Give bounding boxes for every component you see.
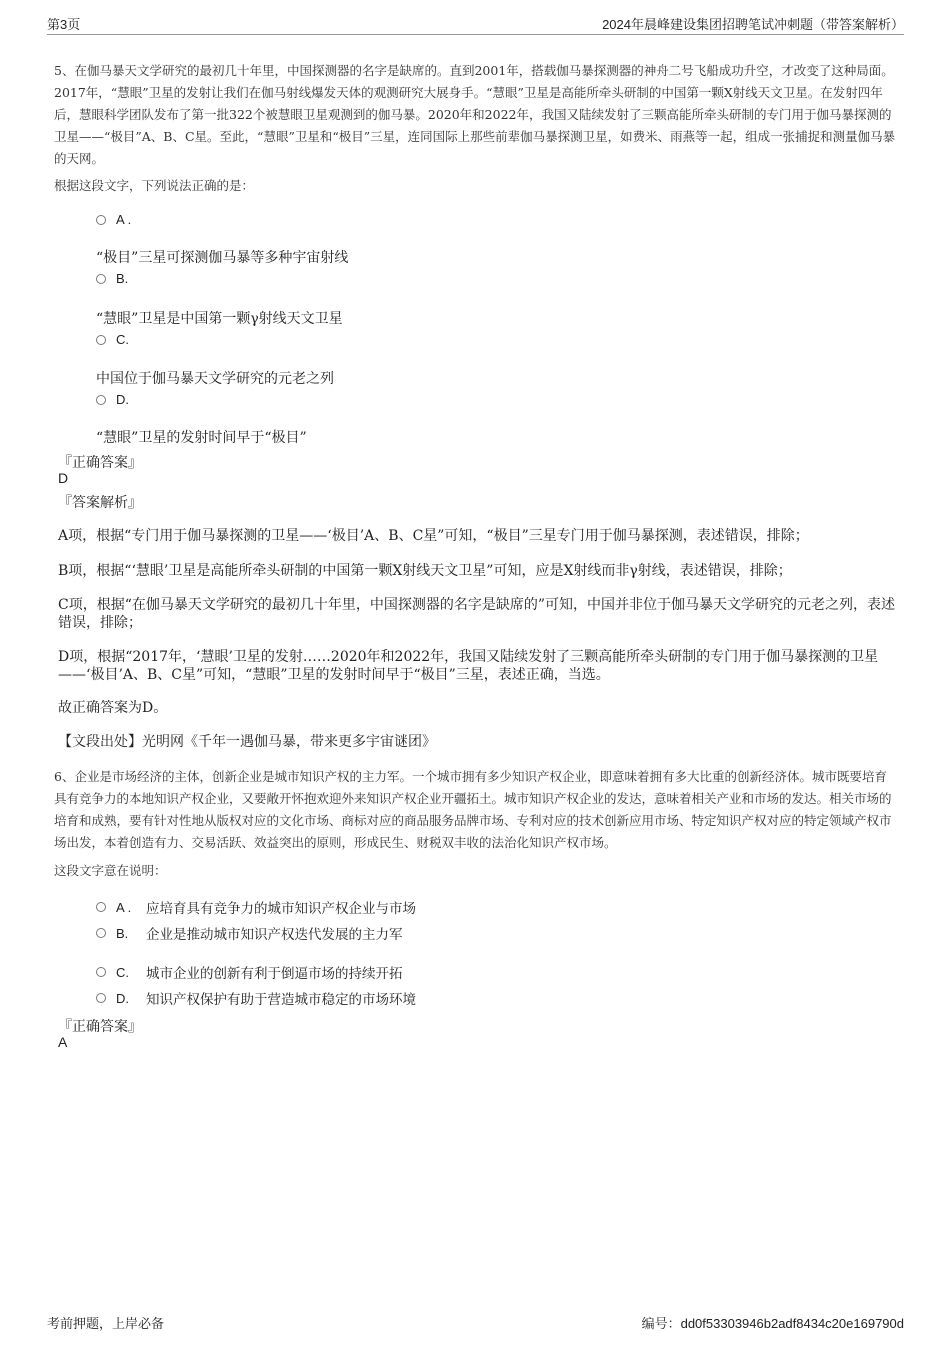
question-5-option-c[interactable] bbox=[96, 332, 129, 347]
radio-icon[interactable] bbox=[96, 274, 106, 284]
question-5-answer-label: 『正确答案』 bbox=[58, 455, 142, 471]
page-footer bbox=[47, 1313, 904, 1333]
question-5-option-a[interactable] bbox=[96, 212, 131, 227]
radio-icon[interactable] bbox=[96, 395, 106, 405]
question-5-option-d-text: “慧眼”卫星的发射时间早于“极目” bbox=[96, 430, 307, 446]
option-text: 企业是推动城市知识产权迭代发展的主力军 bbox=[146, 927, 403, 943]
option-text: 知识产权保护有助于营造城市稳定的市场环境 bbox=[146, 992, 416, 1008]
option-letter: B. bbox=[116, 271, 129, 286]
question-6-answer-label: 『正确答案』 bbox=[58, 1019, 142, 1035]
question-6-option-c[interactable] bbox=[96, 962, 403, 982]
page-number: 第3页 bbox=[47, 17, 81, 32]
question-5-option-a-text: “极目”三星可探测伽马暴等多种宇宙射线 bbox=[96, 250, 349, 266]
radio-icon[interactable] bbox=[96, 902, 106, 912]
question-5-analysis-c: C项，根据“在伽马暴天文学研究的最初几十年里，中国探测器的名字是缺席的”可知，中国并非位于伽马暴天文学研究的元老之列，表述错误，排除； bbox=[58, 597, 896, 631]
page-header bbox=[47, 14, 904, 35]
question-5-answer: D bbox=[58, 470, 69, 486]
question-5-analysis-label: 『答案解析』 bbox=[58, 495, 142, 511]
radio-icon[interactable] bbox=[96, 928, 106, 938]
option-letter: A . bbox=[116, 212, 132, 227]
question-5-conclusion: 故正确答案为D。 bbox=[58, 700, 168, 716]
radio-icon[interactable] bbox=[96, 967, 106, 977]
option-letter: C. bbox=[116, 964, 129, 980]
question-6-option-d[interactable] bbox=[96, 988, 416, 1008]
question-5-source: 【文段出处】光明网《千年一遇伽马暴，带来更多宇宙谜团》 bbox=[58, 734, 436, 750]
option-letter: A . bbox=[116, 899, 132, 915]
radio-icon[interactable] bbox=[96, 215, 106, 225]
document-title: 2024年晨峰建设集团招聘笔试冲刺题（带答案解析） bbox=[602, 17, 904, 32]
footer-slogan: 考前押题，上岸必备 bbox=[47, 1316, 165, 1331]
radio-icon[interactable] bbox=[96, 335, 106, 345]
question-6-stem: 6、企业是市场经济的主体，创新企业是城市知识产权的主力军。一个城市拥有多少知识产权企业，即意味着拥有多大比重的创新经济体。城市既要培育具有竞争力的本地知识产权企业，又要敞开怀抱欢迎外来知识产权企业开疆拓土。城市知识产权企业的发达，意味着相关产业和市场的发达。相关市场的培育和成熟，要有针对性地从版权对应的文化市场、商标对应的商品服务品牌市场、专利对应的技术创新应用市场、特定知识产权对应的特定领域产权市场出发，本着创造有力、交易活跃、效益突出的原则，形成民生、财税双丰收的法治化知识产权市场。 bbox=[54, 769, 892, 850]
question-6-option-a[interactable] bbox=[96, 897, 416, 917]
document-code: 编号：dd0f53303946b2adf8434c20e169790d bbox=[641, 1316, 904, 1331]
question-6-prompt: 这段文字意在说明： bbox=[54, 863, 167, 878]
question-5-option-c-text: 中国位于伽马暴天文学研究的元老之列 bbox=[96, 371, 334, 387]
option-letter: C. bbox=[116, 332, 129, 347]
question-5-analysis-a: A项，根据“专门用于伽马暴探测的卫星——‘极目’A、B、C星”可知，“极目”三星专门用于伽马暴探测，表述错误，排除； bbox=[58, 528, 809, 544]
question-5-analysis-b: B项，根据“‘慧眼’卫星是高能所牵头研制的中国第一颗X射线天文卫星”可知，应是X射线而非γ射线，表述错误，排除； bbox=[58, 563, 792, 579]
option-text: 应培育具有竞争力的城市知识产权企业与市场 bbox=[146, 901, 416, 917]
question-5-stem: 5、在伽马暴天文学研究的最初几十年里，中国探测器的名字是缺席的。直到2001年，搭载伽马暴探测器的神舟二号飞船成功升空，才改变了这种局面。2017年，“慧眼”卫星的发射让我们在伽马射线爆发天体的观测研究大展身手。“慧眼”卫星是高能所牵头研制的中国第一颗X射线天文卫星。在发射四年后，慧眼科学团队发布了第一批322个被慧眼卫星观测到的伽马暴。2020年和2022年，我国又陆续发射了三颗高能所牵头研制的专门用于伽马暴探测的卫星——“极目”A、B、C星。至此，“慧眼”卫星和“极目”三星，连同国际上那些前辈伽马暴探测卫星，如费米、雨燕等一起，组成一张捕捉和测量伽马暴的天网。 bbox=[54, 63, 896, 166]
option-text: 城市企业的创新有利于倒逼市场的持续开拓 bbox=[146, 966, 403, 982]
question-5-option-b[interactable] bbox=[96, 271, 128, 286]
question-5-option-d[interactable] bbox=[96, 392, 129, 407]
option-letter: B. bbox=[116, 925, 129, 941]
question-5-analysis-d: D项，根据“2017年，‘慧眼’卫星的发射……2020年和2022年，我国又陆续发射了三颗高能所牵头研制的专门用于伽马暴探测的卫星——‘极目’A、B、C星”可知，“慧眼”卫星的发射时间早于“极目”三星，表述正确，当选。 bbox=[58, 649, 879, 683]
question-5-prompt: 根据这段文字，下列说法正确的是： bbox=[54, 178, 255, 193]
option-letter: D. bbox=[116, 392, 129, 407]
radio-icon[interactable] bbox=[96, 993, 106, 1003]
question-6-answer: A bbox=[58, 1034, 68, 1050]
question-6-option-b[interactable] bbox=[96, 923, 403, 943]
option-letter: D. bbox=[116, 990, 129, 1006]
question-5-option-b-text: “慧眼”卫星是中国第一颗γ射线天文卫星 bbox=[96, 311, 343, 327]
